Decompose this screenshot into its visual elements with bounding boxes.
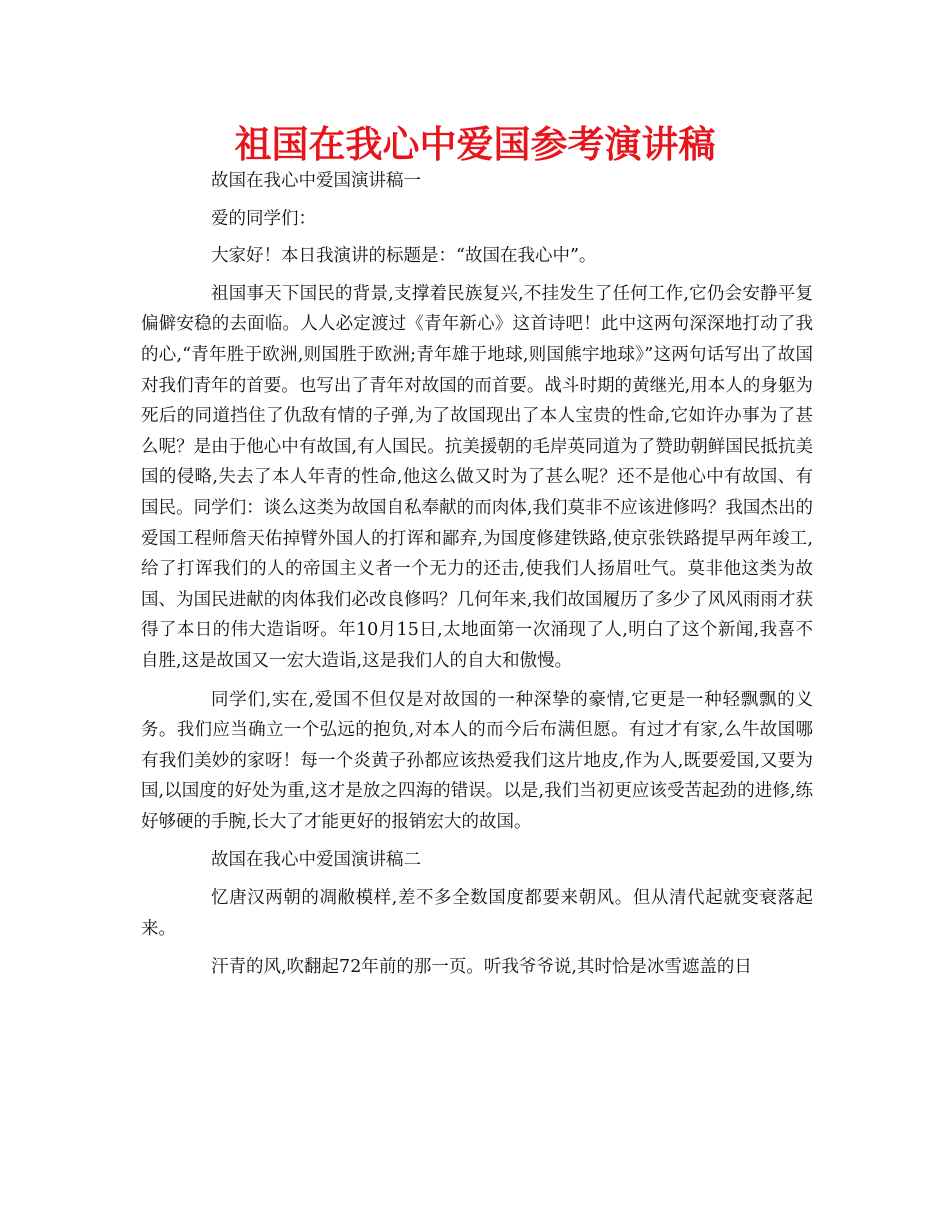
greeting-paragraph: 大家好！本日我演讲的标题是：“故国在我心中”。 [211, 246, 597, 267]
salutation: 爱的同学们： [211, 208, 316, 229]
page-title: 祖国在我心中爱国参考演讲稿 [234, 123, 716, 166]
document-body [141, 166, 813, 983]
body-paragraph: 忆唐汉两朝的凋敝模样,差不多全数国度都要来朝风。但从清代起就变衰落起来。 [141, 888, 813, 939]
body-paragraph: 同学们,实在,爱国不但仅是对故国的一种深挚的豪情,它更是一种轻飘飘的义务。我们应当确立一个弘远的抱负,对本人的而今后布满但愿。有过才有家,么牛故国哪有我们美妙的家呀！每一个炎黄子孙都应该热爱我们这片地皮,作为人,既要爱国,又要为国,以国度的好处为重,这才是放之四海的错误。以是,我们当初更应该受苦起劲的进修,练好够硬的手腕,长大了才能更好的报销宏大的故国。 [141, 689, 813, 832]
section-heading-1: 故国在我心中爱国演讲稿一 [211, 171, 421, 191]
section-heading-2: 故国在我心中爱国演讲稿二 [211, 850, 421, 871]
body-paragraph: 汗青的风,吹翻起72年前的那一页。听我爷爷说,其时恰是冰雪遮盖的日 [211, 957, 752, 978]
body-paragraph: 祖国事天下国民的背景,支撑着民族复兴,不挂发生了任何工作,它仍会安静平复偏僻安稳的去面临。人人必定渡过《青年新心》这首诗吧！此中这两句深深地打动了我的心,“青年胜于欧洲,则国胜于欧洲;青年雄于地球,则国熊宇地球》”这两句话写出了故国对我们青年的首要。也写出了青年对故国的而首要。战斗时期的黄继光,用本人的身躯为死后的同道挡住了仇敌有情的子弹,为了故国现出了本人宝贵的性命,它如许办事为了甚么呢？是由于他心中有故国,有人国民。抗美援朝的毛岸英同道为了赞助朝鲜国民抵抗美国的侵略,失去了本人年青的性命,他这么做又时为了甚么呢？还不是他心中有故国、有国民。同学们：谈么这类为故国自私奉献的而肉体,我们莫非不应该进修吗？我国杰出的爱国工程师詹天佑掉臂外国人的打诨和鄙弃,为国度修建铁路,使京张铁路提早两年竣工,给了打诨我们的人的帝国主义者一个无力的还击,使我们人扬眉吐气。莫非他这类为故国、为国民进献的肉体我们必改良修吗？几何年来,我们故国履历了多少了风风雨雨才获得了本日的伟大造诣呀。年10月15日,太地面第一次涌现了人,明白了这个新闻,我喜不自胜,这是故国又一宏大造诣,这是我们人的自大和傲慢。 [141, 283, 813, 671]
